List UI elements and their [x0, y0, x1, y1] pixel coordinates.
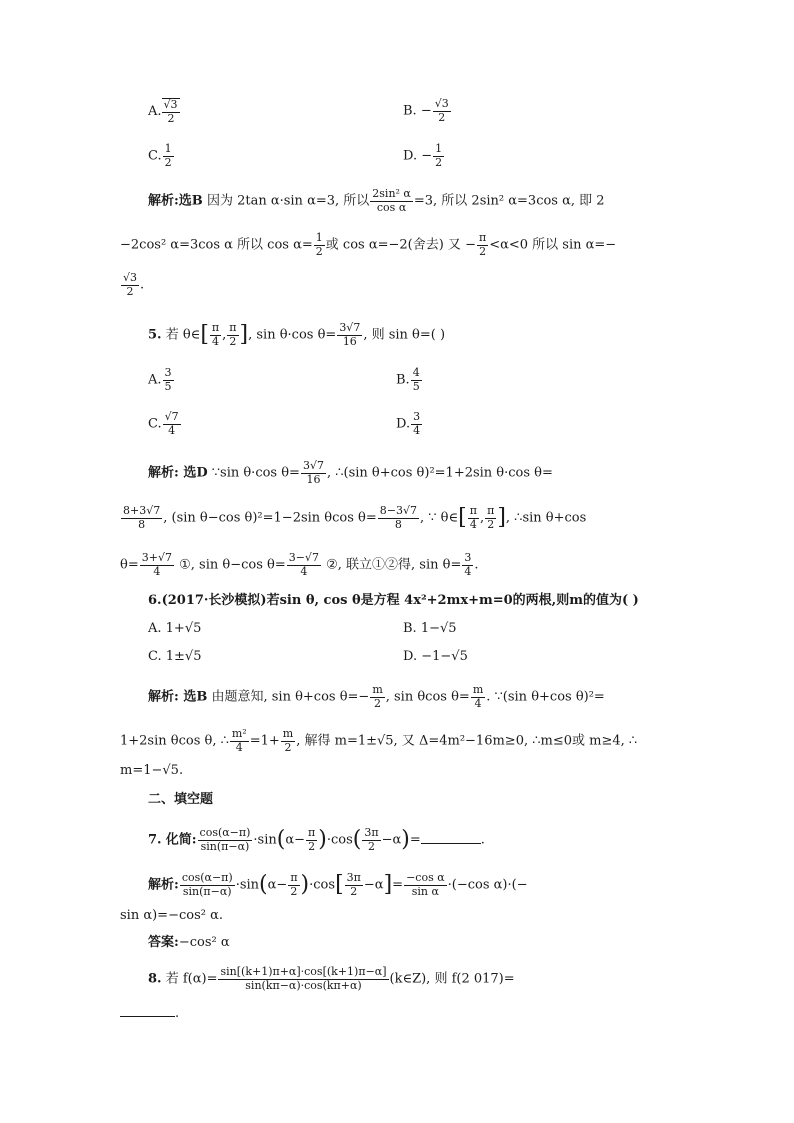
q5-solution-line-2: $\frac{8+3√7}{8}$ , (sin θ−cos θ)²=1−2sin θcos θ= $\frac{8-3√7}{8}$ , ∵ θ∈[ $\frac{\pi}{4}$ , $\frac{\pi}{2}$ ], ∴sin θ+cos — [123, 504, 587, 531]
q6-option-a: A. 1+√5 — [148, 621, 202, 636]
q8-answer-blank[interactable] — [120, 1004, 175, 1017]
q4-option-b: B. − $\frac{√3}{2}$ — [403, 97, 449, 124]
q4-solution-line-1: 解析:选B 因为 2tan α·sin α=3, 所以 $\frac{\text{2sin² α}}{\text{cos α}}$ =3, 所以 2sin² α=3cos α, 即 2 — [148, 187, 605, 214]
q4-option-c: C. $\frac{1}{2}$ — [148, 142, 172, 169]
q6-option-d: D. −1−√5 — [403, 649, 468, 664]
q5-option-d: D. $\frac{3}{4}$ — [396, 410, 421, 437]
q8-stem: 8. 若 f(α)= $\frac{\sin[(k+1)\pi+\alpha]\cdot\cos[(k+1)\pi-\alpha]}{\sin(k\pi-\alpha)\cdot\cos(k\pi+\alpha)}$ (k∈Z), 则 f(2 017)= — [148, 965, 515, 992]
q4-solution-line-3: $\frac{√3}{2}$ . — [123, 271, 145, 298]
q6-option-c: C. 1±√5 — [148, 649, 202, 664]
q5-solution-line-1: 解析: 选D ∵sin θ·cos θ= $\frac{3√7}{16}$ , ∴(sin θ+cos θ)²=1+2sin θ·cos θ= — [148, 459, 553, 486]
q4-option-a: A. $\frac{√3}{2}$ — [148, 98, 178, 125]
q7-solution-line-1: 解析: $\frac{\cos(\alpha-\pi)}{\sin(\pi-\alpha)}$ ·sin(α− $\frac{\pi}{2}$ )·cos[ $\frac{3\pi}{2}$ −α]= $\frac{\text{−cos α}}{\text{sin α}}$ ·(−cos α)·(− — [148, 871, 528, 898]
q5-stem: 5. 若 θ∈[ $\frac{\pi}{4}$ , $\frac{\pi}{2}$ ], sin θ·cos θ= $\frac{3√7}{16}$ , 则 sin θ=( ) — [148, 321, 446, 348]
q4-solution-line-2: −2cos² α=3cos α 所以 cos α= $\frac{1}{2}$ 或 cos α=−2(舍去) 又 − $\frac{\pi}{2}$ <α<0 所以 sin α=− — [120, 231, 617, 258]
q6-option-b: B. 1−√5 — [403, 621, 457, 636]
q6-solution-line-1: 解析: 选B 由题意知, sin θ+cos θ=− $\frac{m}{2}$ , sin θcos θ= $\frac{m}{4}$ . ∵(sin θ+cos θ)²= — [148, 683, 605, 710]
q5-option-b: B. $\frac{4}{5}$ — [396, 366, 420, 393]
q6-solution-line-3: m=1−√5. — [120, 763, 184, 778]
q7-solution-line-2: sin α)=−cos² α. — [120, 908, 224, 923]
q5-option-a: A. $\frac{3}{5}$ — [148, 366, 172, 393]
section-title: 二、填空题 — [148, 792, 214, 807]
q7-stem: 7. 化简: $\frac{\cos(\alpha-\pi)}{\sin(\pi-\alpha)}$ ·sin(α− $\frac{\pi}{2}$ )·cos( $\frac{3\pi}{2}$ −α)= . — [148, 826, 485, 853]
q8-answer-line: . — [120, 1004, 179, 1020]
q4-option-d: D. − $\frac{1}{2}$ — [403, 142, 443, 169]
q5-option-c: C. $\frac{√7}{4}$ — [148, 410, 179, 437]
q7-answer: 答案:−cos² α — [148, 935, 230, 950]
q6-stem: 6.(2017·长沙模拟)若sin θ, cos θ是方程 4x²+2mx+m=0的两根,则m的值为( ) — [148, 593, 639, 608]
q6-solution-line-2: 1+2sin θcos θ, ∴ $\frac{\text{m²}}{4}$ =1+ $\frac{m}{2}$ , 解得 m=1±√5, 又 Δ=4m²−16m≥0, ∴m≤0或 m≥4, ∴ — [120, 727, 638, 754]
q5-solution-line-3: θ= $\frac{3+√7}{4}$ ①, sin θ−cos θ= $\frac{3-√7}{4}$ ②, 联立①②得, sin θ= $\frac{3}{4}$ . — [120, 551, 479, 578]
q7-answer-blank[interactable] — [421, 831, 481, 844]
